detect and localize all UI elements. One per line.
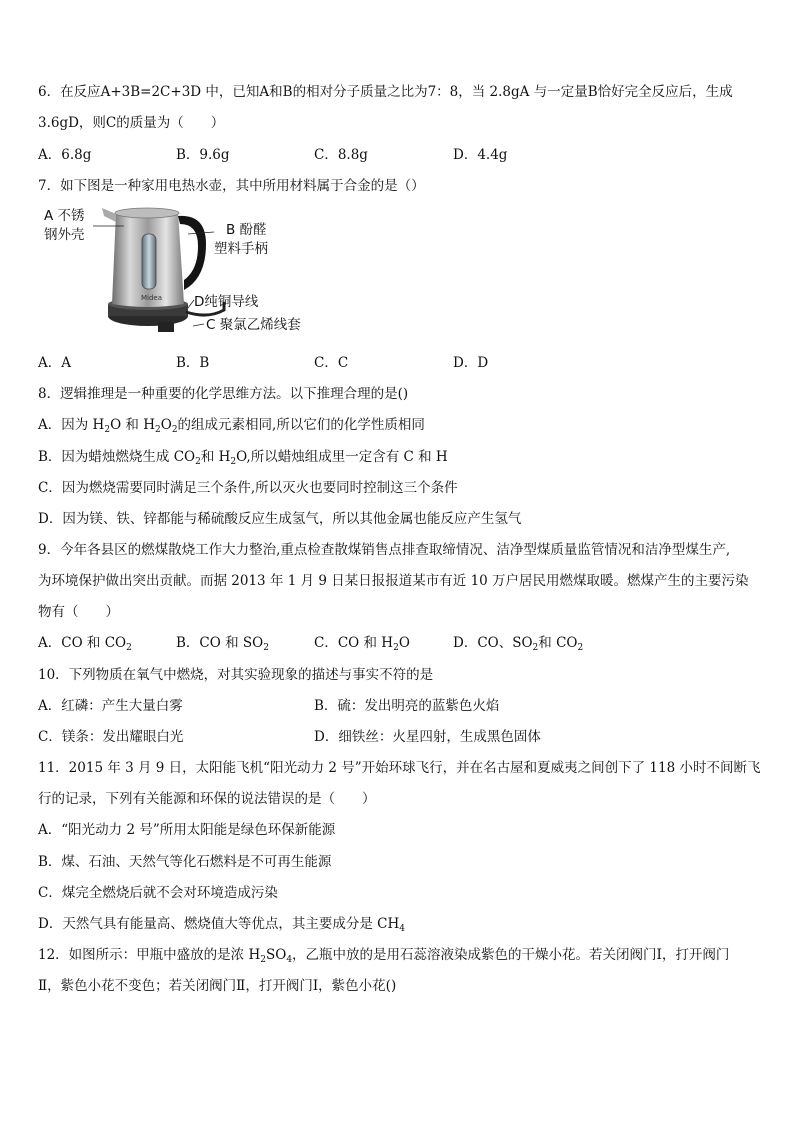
label-a-line1: A 不锈 [44,208,85,224]
label-d: D纯铜导线 [194,294,259,310]
label-b-line1: B 酚醛 [226,222,267,238]
q9-stem-line1: 9．今年各县区的燃煤散烧工作大力整治,重点检查散煤销售点排查取缔情况、洁净型煤质量监管情况和洁净型煤生产, [38,542,731,558]
q7-option-a: A．A [38,355,71,371]
q7-option-c: C．C [314,355,349,371]
water-window [142,234,156,289]
q10-option-c: C．镁条：发出耀眼白光 [38,729,184,745]
q6-stem-line2: 3.6gD，则C的质量为（ ） [38,115,225,131]
q6-option-d: D．4.4g [453,147,508,163]
q8-option-a: A．因为 $H_2O$ 和 $H_2O_2$的组成元素相同,所以它们的化学性质相同 [38,417,425,435]
label-a-line2: 钢外壳 [44,227,85,243]
q8-stem: 8．逻辑推理是一种重要的化学思维方法。以下推理合理的是() [38,386,409,402]
q6-option-a: A．6.8g [38,147,92,163]
q7-option-b: B．B [176,355,210,371]
q8-option-b: B．因为蜡烛燃烧生成 $CO_2$和 $H_2O$,所以蜡烛组成里一定含有 C 和 H [38,449,448,467]
kettle-figure [38,204,338,344]
q10-option-b: B．硫：发出明亮的蓝紫色火焰 [314,698,500,714]
q9-option-b: B．CO 和 $SO_2$ [176,635,269,653]
q6-option-b: B．9.6g [176,147,230,163]
q9-option-c: C．CO 和 $H_2O$ [314,635,410,653]
q11-stem-line2: 行的记录，下列有关能源和环保的说法错误的是（ ） [38,791,376,807]
q7-stem: 7．如下图是一种家用电热水壶，其中所用材料属于合金的是（） [38,178,425,194]
q9-option-d: D．CO、$SO_2$和 $CO_2$ [453,635,584,653]
q7-option-d: D．D [453,355,489,371]
q11-option-c: C．煤完全燃烧后就不会对环境造成污染 [38,885,278,901]
q11-option-a: A．“阳光动力 2 号”所用太阳能是绿色环保新能源 [38,822,336,838]
q9-option-a: A．CO 和 $CO_2$ [38,635,132,653]
q8-option-c: C．因为燃烧需要同时满足三个条件,所以灭火也要同时控制这三个条件 [38,480,458,496]
q6-option-c: C．8.8g [314,147,368,163]
label-c: C 聚氯乙烯线套 [206,317,301,333]
q10-option-d: D．细铁丝：火星四射，生成黑色固体 [314,729,541,745]
q9-stem-line2: 为环境保护做出突出贡献。而据 2013 年 1 月 9 日某日报报道某市有近 10 万户居民用燃煤取暖。燃煤产生的主要污染 [38,573,749,589]
q9-stem-line3: 物有（ ） [38,604,119,620]
q8-option-d: D．因为镁、铁、锌都能与稀硫酸反应生成氢气，所以其他金属也能反应产生氢气 [38,511,522,527]
q12-stem-line1: 12．如图所示：甲瓶中盛放的是浓 $H_2SO_4$，乙瓶中放的是用石蕊溶液染成紫色的干燥小花。若关闭阀门Ⅰ，打开阀门 [38,947,730,965]
q12-stem-line2: Ⅱ，紫色小花不变色；若关闭阀门Ⅱ，打开阀门Ⅰ，紫色小花() [38,978,397,994]
q10-stem: 10．下列物质在氧气中燃烧，对其实验现象的描述与事实不符的是 [38,667,434,683]
q11-option-b: B．煤、石油、天然气等化石燃料是不可再生能源 [38,854,332,870]
q11-stem-line1: 11．2015 年 3 月 9 日，太阳能飞机“阳光动力 2 号”开始环球飞行，并在名古屋和夏威夷之间创下了 118 小时不间断飞 [38,760,761,776]
brand-mark: Midea [141,294,163,302]
q10-option-a: A．红磷：产生大量白雾 [38,698,183,714]
q6-stem-line1: 6．在反应A+3B=2C+3D 中，已知A和B的相对分子质量之比为7：8，当 2.8gA 与一定量B恰好完全反应后，生成 [38,84,733,100]
q11-option-d: D．天然气具有能量高、燃烧值大等优点，其主要成分是 $CH_4$ [38,916,405,934]
label-b-line2: 塑料手柄 [214,241,268,257]
